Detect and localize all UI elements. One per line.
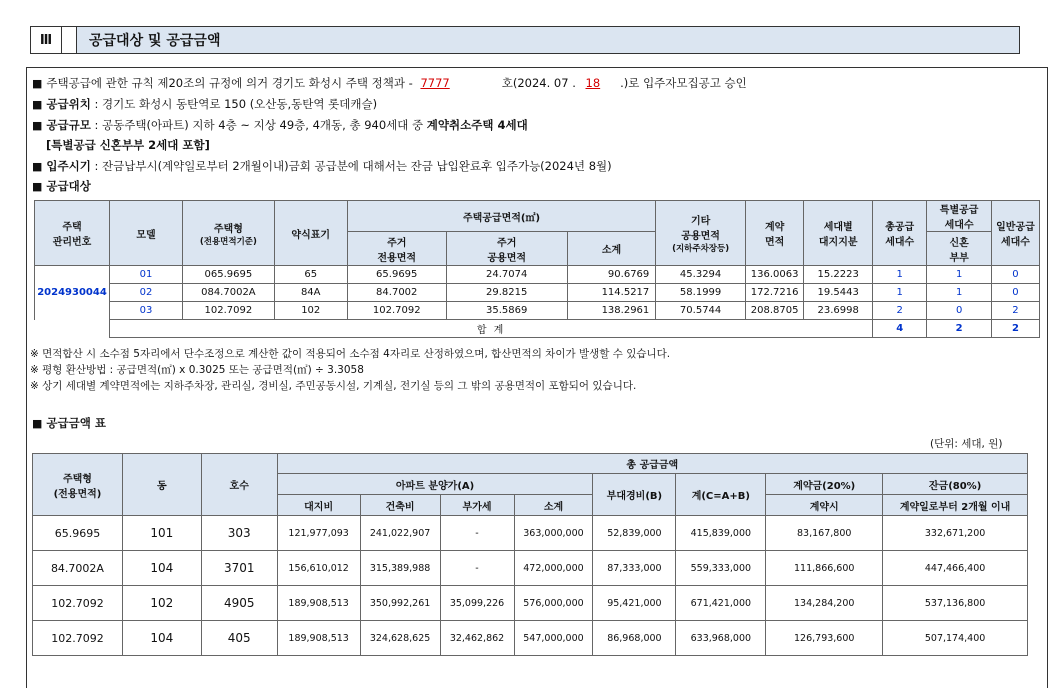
note-line: ※ 상기 세대별 계약면적에는 지하주차장, 관리실, 경비실, 주민공동시설, 기계실, 전기실 등의 그 밖의 공용면적이 포함되어 있습니다. (30, 380, 637, 392)
cell: 633,968,000 (676, 621, 766, 656)
cell: 19.5443 (804, 284, 873, 302)
cell: - (440, 516, 514, 551)
move-in-line (32, 158, 612, 174)
cell: 121,977,093 (277, 516, 360, 551)
approval-date: 호(2024. 07 . (501, 76, 576, 90)
total-label: 합 계 (110, 320, 873, 338)
special-supply-text: [특별공급 신혼부부 2세대 포함] (46, 138, 210, 152)
location-value: : 경기도 화성시 동탄역로 150 (오산동,동탄역 롯데캐슬) (94, 97, 378, 111)
cell: 86,968,000 (593, 621, 676, 656)
table-row (33, 586, 1028, 621)
header-sum: 계(C=A+B) (676, 474, 766, 516)
cell: 447,466,400 (883, 551, 1028, 586)
cell (35, 320, 110, 338)
cell: 102.7092 (347, 302, 446, 320)
header-land-share: 세대별 대지지분 (804, 201, 873, 266)
cell: 102.7092 (183, 302, 275, 320)
table-row (35, 266, 1040, 284)
cell: 0 (927, 302, 992, 320)
unit-label: (단위: 세대, 원) (930, 438, 1003, 450)
header-type-sub: (전용면적기준) (199, 236, 257, 247)
cell: 84A (274, 284, 347, 302)
mgmt-number: 2024930044 (35, 266, 110, 320)
cell: 189,908,513 (277, 586, 360, 621)
cell: - (440, 551, 514, 586)
cell: 1 (927, 266, 992, 284)
supply-target-label: 공급대상 (46, 179, 91, 193)
header-general-units: 일반공급 세대수 (991, 201, 1039, 266)
location-line (32, 96, 377, 112)
cell: 576,000,000 (514, 586, 593, 621)
table-row (33, 516, 1028, 551)
price-table (32, 453, 1028, 656)
approval-number: 7777 (420, 76, 450, 90)
header-ho: 호수 (201, 454, 277, 516)
cell: 1 (927, 284, 992, 302)
bullet-square-icon: ■ (32, 119, 43, 132)
cell: 303 (201, 516, 277, 551)
header-balance: 잔금(80%) (883, 474, 1028, 495)
cell: 84.7002 (347, 284, 446, 302)
cell: 1 (873, 266, 927, 284)
bullet-square-icon: ■ (32, 77, 43, 90)
cell: 4905 (201, 586, 277, 621)
total-cell: 4 (873, 320, 927, 338)
cell: 0 (991, 284, 1039, 302)
supply-area-table (34, 200, 1040, 338)
move-in-label: 입주시기 (46, 159, 91, 173)
section-title: 공급대상 및 공급금액 (77, 27, 1019, 53)
price-table-title: 공급금액 표 (46, 416, 106, 430)
special-supply-line (46, 137, 210, 153)
cell: 65 (274, 266, 347, 284)
cell: 332,671,200 (883, 516, 1028, 551)
cell: 111,866,600 (766, 551, 883, 586)
header-other-label: 기타 공용면적 (681, 216, 720, 242)
cell: 70.5744 (656, 302, 746, 320)
header-exclusive-area: 주거 전용면적 (347, 232, 446, 266)
header-apt-price: 아파트 분양가(A) (277, 474, 593, 495)
cell: 03 (110, 302, 183, 320)
scale-value: : 공동주택(아파트) 지하 4층 ~ 지상 49층, 4개동, 총 940세대 중 (94, 118, 424, 132)
cell: 95,421,000 (593, 586, 676, 621)
cell: 65.9695 (33, 516, 123, 551)
cell: 15.2223 (804, 266, 873, 284)
cell: 065.9695 (183, 266, 275, 284)
cell: 507,174,400 (883, 621, 1028, 656)
header-deposit-timing: 계약시 (766, 495, 883, 516)
cell: 58.1999 (656, 284, 746, 302)
approval-line (32, 75, 747, 91)
header-build-cost: 건축비 (360, 495, 440, 516)
cell: 02 (110, 284, 183, 302)
section-divider (62, 27, 77, 53)
note-line: ※ 면적합산 시 소수점 5자리에서 단수조정으로 계산한 값이 적용되어 소수점 4자리로 산정하였으며, 합산면적의 차이가 발생할 수 있습니다. (30, 348, 671, 360)
cell: 136.0063 (745, 266, 803, 284)
bullet-square-icon: ■ (32, 417, 43, 430)
table-row (35, 302, 1040, 320)
price-table-heading (32, 415, 106, 431)
cell: 0 (991, 266, 1039, 284)
cell: 102.7092 (33, 621, 123, 656)
header-type-label: 주택형 (213, 223, 243, 235)
header-type (183, 201, 275, 266)
header-other-common (656, 201, 746, 266)
header-vat: 부가세 (440, 495, 514, 516)
cell: 405 (201, 621, 277, 656)
header-model: 모델 (110, 201, 183, 266)
cell: 363,000,000 (514, 516, 593, 551)
cell: 01 (110, 266, 183, 284)
cell: 2 (873, 302, 927, 320)
cell: 138.2961 (567, 302, 656, 320)
cell: 102 (122, 586, 201, 621)
cell: 52,839,000 (593, 516, 676, 551)
cell: 134,284,200 (766, 586, 883, 621)
location-label: 공급위치 (46, 97, 91, 111)
cell: 87,333,000 (593, 551, 676, 586)
cell: 189,908,513 (277, 621, 360, 656)
cell: 126,793,600 (766, 621, 883, 656)
approval-day: 18 (585, 76, 601, 90)
cell: 172.7216 (745, 284, 803, 302)
table-row (35, 284, 1040, 302)
bullet-square-icon: ■ (32, 180, 43, 193)
cell: 90.6769 (567, 266, 656, 284)
cell: 24.7074 (446, 266, 567, 284)
header-abbr: 약식표기 (274, 201, 347, 266)
cell: 32,462,862 (440, 621, 514, 656)
cell: 23.6998 (804, 302, 873, 320)
cell: 156,610,012 (277, 551, 360, 586)
header-total-price: 총 공급금액 (277, 454, 1027, 474)
table-row (33, 621, 1028, 656)
cell: 83,167,800 (766, 516, 883, 551)
scale-label: 공급규모 (46, 118, 91, 132)
cell: 2 (991, 302, 1039, 320)
total-cell: 2 (991, 320, 1039, 338)
cell: 114.5217 (567, 284, 656, 302)
cell: 45.3294 (656, 266, 746, 284)
header-dong: 동 (122, 454, 201, 516)
cell: 1 (873, 284, 927, 302)
approval-text: 주택공급에 관한 규칙 제20조의 규정에 의거 경기도 화성시 주택 정책과 - (46, 76, 413, 90)
cell: 241,022,907 (360, 516, 440, 551)
header-land-cost: 대지비 (277, 495, 360, 516)
section-number: Ⅲ (31, 27, 62, 53)
header-type: 주택형 (전용면적) (33, 454, 123, 516)
cell: 537,136,800 (883, 586, 1028, 621)
header-balance-timing: 계약일로부터 2개월 이내 (883, 495, 1028, 516)
supply-target-heading (32, 178, 91, 194)
move-in-value: : 잔금납부시(계약일로부터 2개월이내)금회 공급분에 대해서는 잔금 납입완료후 입주가능(2024년 8월) (94, 159, 612, 173)
section-header (30, 26, 1020, 54)
cell: 102.7092 (33, 586, 123, 621)
approval-suffix: .)로 입주자모집공고 승인 (620, 76, 747, 90)
header-subtotal: 소계 (567, 232, 656, 266)
header-total-units: 총공급 세대수 (873, 201, 927, 266)
scale-line (32, 117, 528, 133)
cell: 415,839,000 (676, 516, 766, 551)
header-common-area: 주거 공용면적 (446, 232, 567, 266)
cell: 559,333,000 (676, 551, 766, 586)
cell: 315,389,988 (360, 551, 440, 586)
cell: 104 (122, 551, 201, 586)
cell: 472,000,000 (514, 551, 593, 586)
cell: 35,099,226 (440, 586, 514, 621)
header-other-sub: (지하주차장등) (672, 244, 730, 254)
header-contract-area: 계약 면적 (745, 201, 803, 266)
cell: 350,992,261 (360, 586, 440, 621)
bullet-square-icon: ■ (32, 98, 43, 111)
cell: 29.8215 (446, 284, 567, 302)
table-row (33, 551, 1028, 586)
cell: 547,000,000 (514, 621, 593, 656)
scale-highlight: 계약취소주택 4세대 (426, 118, 528, 132)
bullet-square-icon: ■ (32, 160, 43, 173)
header-newlywed: 신혼 부부 (927, 232, 992, 266)
cell: 35.5869 (446, 302, 567, 320)
cell: 3701 (201, 551, 277, 586)
cell: 84.7002A (33, 551, 123, 586)
cell: 208.8705 (745, 302, 803, 320)
note-line: ※ 평형 환산방법 : 공급면적(㎡) x 0.3025 또는 공급면적(㎡) ÷ 3.3058 (30, 364, 364, 376)
cell: 101 (122, 516, 201, 551)
cell: 65.9695 (347, 266, 446, 284)
cell: 102 (274, 302, 347, 320)
total-cell: 2 (927, 320, 992, 338)
header-extra: 부대경비(B) (593, 474, 676, 516)
cell: 084.7002A (183, 284, 275, 302)
header-supply-area: 주택공급면적(㎡) (347, 201, 656, 232)
total-row (35, 320, 1040, 338)
cell: 324,628,625 (360, 621, 440, 656)
header-deposit: 계약금(20%) (766, 474, 883, 495)
cell: 671,421,000 (676, 586, 766, 621)
header-mgmt-no: 주택 관리번호 (35, 201, 110, 266)
cell: 104 (122, 621, 201, 656)
header-special-units: 특별공급 세대수 (927, 201, 992, 232)
header-subtotal: 소계 (514, 495, 593, 516)
